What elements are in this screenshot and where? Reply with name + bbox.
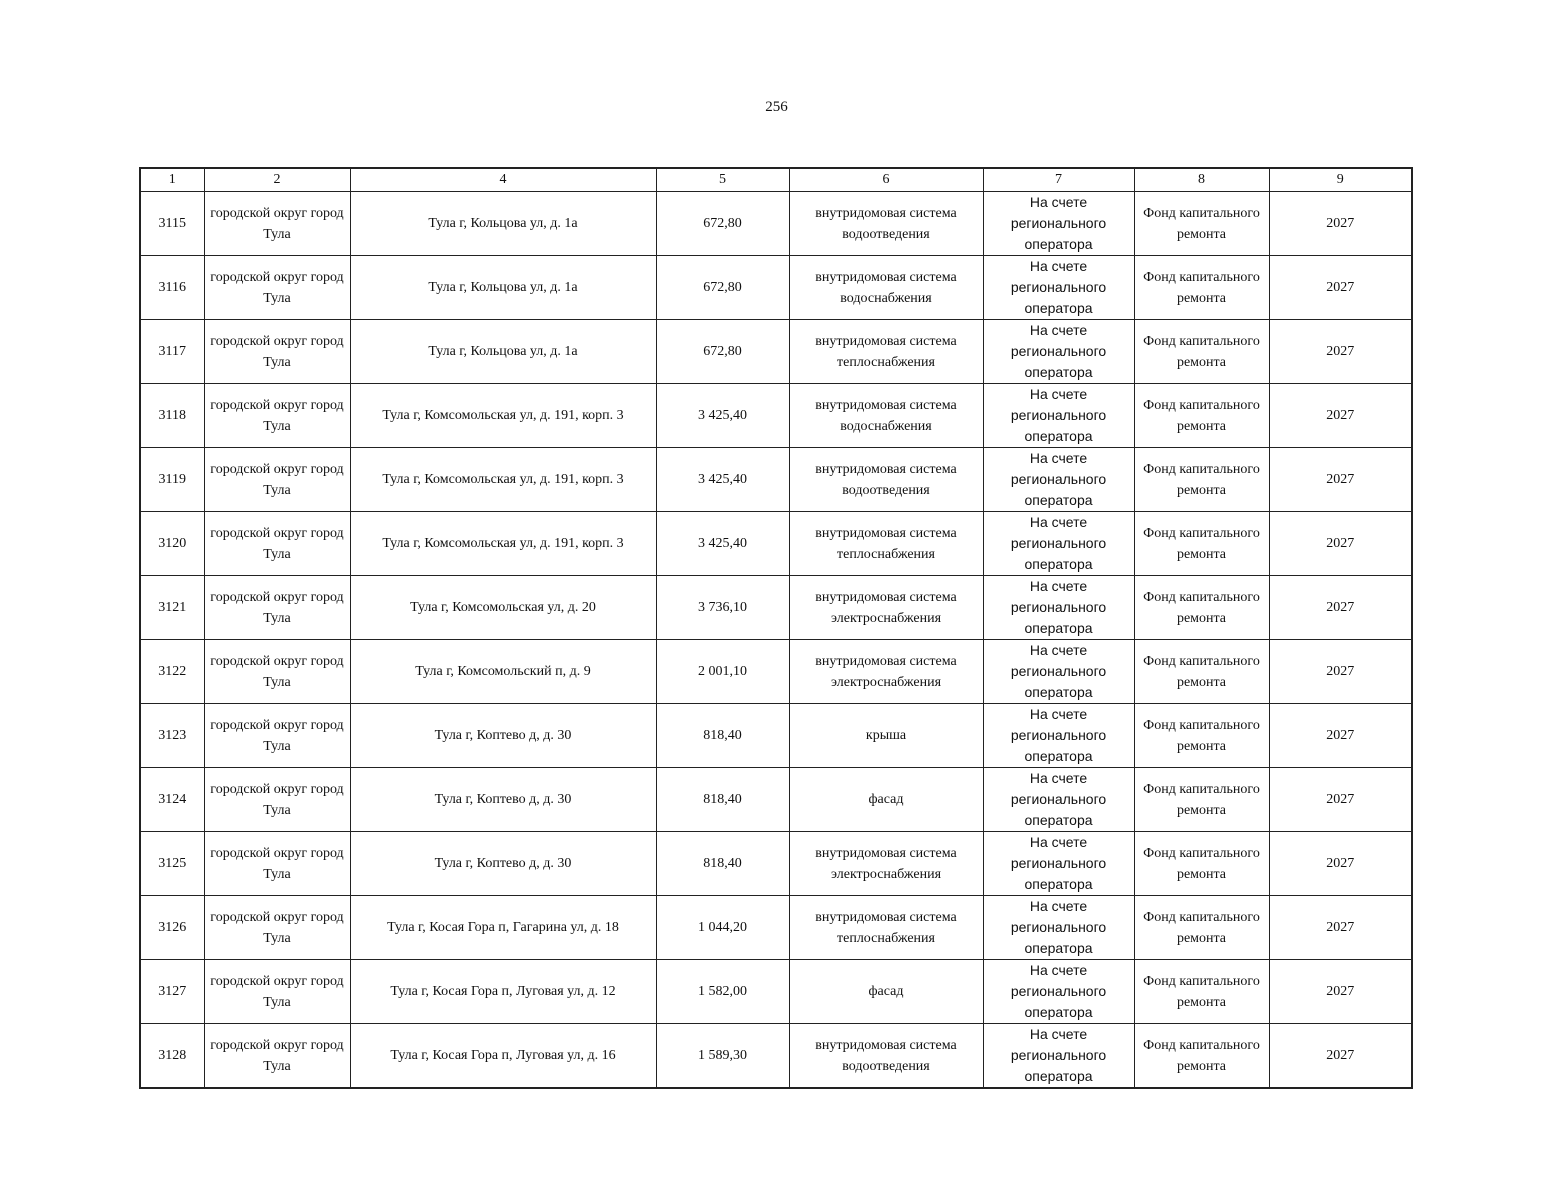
header-cell-col5: 5 <box>656 168 789 192</box>
municipality-cell: городской округ город Тула <box>204 1024 350 1089</box>
funding-source-cell: Фонд капитального ремонта <box>1134 640 1269 704</box>
year-cell: 2027 <box>1269 832 1412 896</box>
account-owner-cell: На счете регионального оператора <box>983 256 1134 320</box>
account-owner-cell: На счете регионального оператора <box>983 384 1134 448</box>
address-cell: Тула г, Комсомольская ул, д. 191, корп. 3 <box>350 512 656 576</box>
account-owner-cell: На счете регионального оператора <box>983 704 1134 768</box>
header-cell-col1: 1 <box>140 168 204 192</box>
table-row <box>140 1024 1412 1089</box>
row-number-cell: 3123 <box>140 704 204 768</box>
address-cell: Тула г, Комсомольская ул, д. 191, корп. 3 <box>350 448 656 512</box>
year-cell: 2027 <box>1269 384 1412 448</box>
address-cell: Тула г, Кольцова ул, д. 1а <box>350 320 656 384</box>
funding-source-cell: Фонд капитального ремонта <box>1134 768 1269 832</box>
account-owner-cell: На счете регионального оператора <box>983 832 1134 896</box>
table-row <box>140 896 1412 960</box>
table-row <box>140 512 1412 576</box>
table-row <box>140 960 1412 1024</box>
address-cell: Тула г, Коптево д, д. 30 <box>350 768 656 832</box>
municipality-cell: городской округ город Тула <box>204 896 350 960</box>
table-row <box>140 832 1412 896</box>
row-number-cell: 3122 <box>140 640 204 704</box>
table-row <box>140 640 1412 704</box>
row-number-cell: 3119 <box>140 448 204 512</box>
funding-source-cell: Фонд капитального ремонта <box>1134 896 1269 960</box>
municipality-cell: городской округ город Тула <box>204 768 350 832</box>
table-row <box>140 256 1412 320</box>
municipality-cell: городской округ город Тула <box>204 192 350 256</box>
area-cell: 3 425,40 <box>656 512 789 576</box>
address-cell: Тула г, Комсомольская ул, д. 20 <box>350 576 656 640</box>
address-cell: Тула г, Коптево д, д. 30 <box>350 704 656 768</box>
work-type-cell: внутридомовая система водоотведения <box>789 448 983 512</box>
year-cell: 2027 <box>1269 320 1412 384</box>
account-owner-cell: На счете регионального оператора <box>983 448 1134 512</box>
area-cell: 1 589,30 <box>656 1024 789 1089</box>
work-type-cell: внутридомовая система электроснабжения <box>789 832 983 896</box>
area-cell: 672,80 <box>656 256 789 320</box>
account-owner-cell: На счете регионального оператора <box>983 768 1134 832</box>
funding-source-cell: Фонд капитального ремонта <box>1134 832 1269 896</box>
funding-source-cell: Фонд капитального ремонта <box>1134 512 1269 576</box>
municipality-cell: городской округ город Тула <box>204 640 350 704</box>
funding-source-cell: Фонд капитального ремонта <box>1134 448 1269 512</box>
row-number-cell: 3125 <box>140 832 204 896</box>
address-cell: Тула г, Кольцова ул, д. 1а <box>350 192 656 256</box>
municipality-cell: городской округ город Тула <box>204 320 350 384</box>
municipality-cell: городской округ город Тула <box>204 832 350 896</box>
work-type-cell: внутридомовая система водоотведения <box>789 192 983 256</box>
year-cell: 2027 <box>1269 768 1412 832</box>
work-type-cell: фасад <box>789 768 983 832</box>
year-cell: 2027 <box>1269 960 1412 1024</box>
year-cell: 2027 <box>1269 448 1412 512</box>
row-number-cell: 3116 <box>140 256 204 320</box>
work-type-cell: внутридомовая система водоотведения <box>789 1024 983 1089</box>
row-number-cell: 3124 <box>140 768 204 832</box>
year-cell: 2027 <box>1269 896 1412 960</box>
year-cell: 2027 <box>1269 704 1412 768</box>
table-row <box>140 576 1412 640</box>
address-cell: Тула г, Комсомольский п, д. 9 <box>350 640 656 704</box>
funding-source-cell: Фонд капитального ремонта <box>1134 704 1269 768</box>
year-cell: 2027 <box>1269 256 1412 320</box>
account-owner-cell: На счете регионального оператора <box>983 640 1134 704</box>
table-row <box>140 192 1412 256</box>
table-row <box>140 448 1412 512</box>
row-number-cell: 3118 <box>140 384 204 448</box>
address-cell: Тула г, Комсомольская ул, д. 191, корп. 3 <box>350 384 656 448</box>
header-cell-col6: 6 <box>789 168 983 192</box>
address-cell: Тула г, Косая Гора п, Гагарина ул, д. 18 <box>350 896 656 960</box>
row-number-cell: 3128 <box>140 1024 204 1089</box>
work-type-cell: фасад <box>789 960 983 1024</box>
area-cell: 3 425,40 <box>656 384 789 448</box>
account-owner-cell: На счете регионального оператора <box>983 1024 1134 1089</box>
header-cell-col4: 4 <box>350 168 656 192</box>
account-owner-cell: На счете регионального оператора <box>983 896 1134 960</box>
table-row <box>140 320 1412 384</box>
account-owner-cell: На счете регионального оператора <box>983 576 1134 640</box>
work-type-cell: внутридомовая система электроснабжения <box>789 640 983 704</box>
row-number-cell: 3127 <box>140 960 204 1024</box>
row-number-cell: 3115 <box>140 192 204 256</box>
area-cell: 818,40 <box>656 768 789 832</box>
row-number-cell: 3126 <box>140 896 204 960</box>
funding-source-cell: Фонд капитального ремонта <box>1134 192 1269 256</box>
funding-source-cell: Фонд капитального ремонта <box>1134 960 1269 1024</box>
area-cell: 818,40 <box>656 832 789 896</box>
area-cell: 818,40 <box>656 704 789 768</box>
header-cell-col8: 8 <box>1134 168 1269 192</box>
account-owner-cell: На счете регионального оператора <box>983 320 1134 384</box>
funding-source-cell: Фонд капитального ремонта <box>1134 576 1269 640</box>
table-row <box>140 384 1412 448</box>
work-type-cell: внутридомовая система электроснабжения <box>789 576 983 640</box>
funding-source-cell: Фонд капитального ремонта <box>1134 1024 1269 1089</box>
address-cell: Тула г, Коптево д, д. 30 <box>350 832 656 896</box>
funding-source-cell: Фонд капитального ремонта <box>1134 384 1269 448</box>
table-row <box>140 768 1412 832</box>
header-cell-col7: 7 <box>983 168 1134 192</box>
address-cell: Тула г, Кольцова ул, д. 1а <box>350 256 656 320</box>
header-cell-col2: 2 <box>204 168 350 192</box>
address-cell: Тула г, Косая Гора п, Луговая ул, д. 12 <box>350 960 656 1024</box>
work-type-cell: внутридомовая система теплоснабжения <box>789 320 983 384</box>
funding-source-cell: Фонд капитального ремонта <box>1134 256 1269 320</box>
row-number-cell: 3117 <box>140 320 204 384</box>
row-number-cell: 3121 <box>140 576 204 640</box>
header-cell-col9: 9 <box>1269 168 1412 192</box>
area-cell: 3 736,10 <box>656 576 789 640</box>
funding-source-cell: Фонд капитального ремонта <box>1134 320 1269 384</box>
table-body <box>140 192 1412 1089</box>
year-cell: 2027 <box>1269 576 1412 640</box>
area-cell: 1 044,20 <box>656 896 789 960</box>
table-row <box>140 704 1412 768</box>
area-cell: 672,80 <box>656 320 789 384</box>
municipality-cell: городской округ город Тула <box>204 576 350 640</box>
municipality-cell: городской округ город Тула <box>204 512 350 576</box>
page-number: 256 <box>765 99 788 115</box>
work-type-cell: внутридомовая система теплоснабжения <box>789 512 983 576</box>
work-type-cell: крыша <box>789 704 983 768</box>
year-cell: 2027 <box>1269 512 1412 576</box>
year-cell: 2027 <box>1269 192 1412 256</box>
year-cell: 2027 <box>1269 1024 1412 1089</box>
header-row <box>140 168 1412 192</box>
capital-repair-table <box>139 167 1413 1089</box>
municipality-cell: городской округ город Тула <box>204 960 350 1024</box>
account-owner-cell: На счете регионального оператора <box>983 512 1134 576</box>
municipality-cell: городской округ город Тула <box>204 448 350 512</box>
account-owner-cell: На счете регионального оператора <box>983 960 1134 1024</box>
area-cell: 1 582,00 <box>656 960 789 1024</box>
area-cell: 672,80 <box>656 192 789 256</box>
row-number-cell: 3120 <box>140 512 204 576</box>
area-cell: 2 001,10 <box>656 640 789 704</box>
municipality-cell: городской округ город Тула <box>204 256 350 320</box>
year-cell: 2027 <box>1269 640 1412 704</box>
work-type-cell: внутридомовая система водоснабжения <box>789 384 983 448</box>
municipality-cell: городской округ город Тула <box>204 384 350 448</box>
table-header <box>140 168 1412 192</box>
municipality-cell: городской округ город Тула <box>204 704 350 768</box>
address-cell: Тула г, Косая Гора п, Луговая ул, д. 16 <box>350 1024 656 1089</box>
account-owner-cell: На счете регионального оператора <box>983 192 1134 256</box>
work-type-cell: внутридомовая система водоснабжения <box>789 256 983 320</box>
area-cell: 3 425,40 <box>656 448 789 512</box>
work-type-cell: внутридомовая система теплоснабжения <box>789 896 983 960</box>
